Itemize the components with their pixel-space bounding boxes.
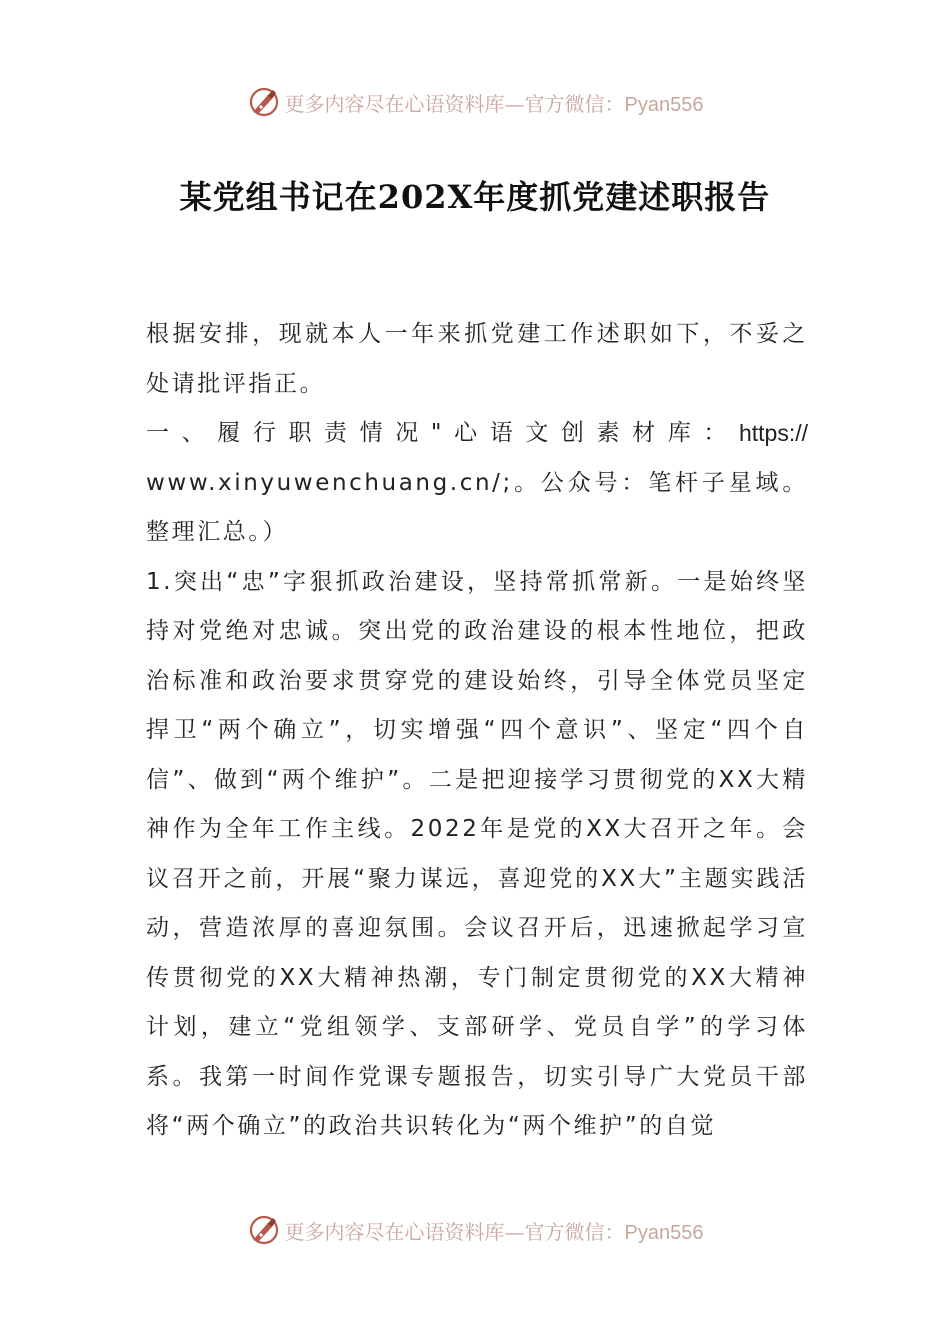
- heading-char: 语: [489, 420, 513, 446]
- footer-banner: [0, 1210, 950, 1250]
- heading-char: ": [430, 420, 442, 446]
- pen-nib-logo-icon: [247, 85, 281, 119]
- header-banner: [0, 82, 950, 122]
- heading-char: 职: [288, 420, 312, 446]
- heading-char: 创: [560, 420, 584, 446]
- section1-heading: [146, 409, 808, 459]
- heading-char: 一: [146, 420, 169, 446]
- document-body: [146, 310, 808, 1152]
- heading-char: 情: [359, 420, 383, 446]
- intro-paragraph: 根据安排，现就本人一年来抓党建工作述职如下，不妥之处请批评指正。: [146, 321, 808, 397]
- heading-char: 责: [324, 420, 348, 446]
- heading-char: 库: [667, 420, 691, 446]
- wechat-id: Pyan556: [624, 1221, 704, 1244]
- paragraph-1: 1.突出“忠”字狠抓政治建设，坚持常抓常新。一是始终坚持对党绝对忠诚。突出党的政治建设的根本性地位，把政治标准和政治要求贯穿党的建设始终，引导全体党员坚定捍卫“两个确立”，切实增强“四个意识”、坚定“四个自信”、做到“两个维护”。二是把迎接学习贯彻党的XX大精神作为全年工作主线。2022年是党的XX大召开之年。会议召开之前，开展“聚力谋远，喜迎党的XX大”主题实践活动，营造浓厚的喜迎氛围。会议召开后，迅速掀起学习宣传贯彻党的XX大精神热潮，专门制定贯彻党的XX大精神计划，建立“党组领学、支部研学、党员自学”的学习体系。我第一时间作党课专题报告，切实引导广大党员干部将“两个确立”的政治共识转化为“两个维护”的自觉: [146, 568, 808, 1139]
- heading-char: 况: [395, 420, 419, 446]
- heading-char: 行: [252, 420, 276, 446]
- heading-url-start: https://: [738, 420, 808, 446]
- heading-char: 心: [454, 420, 478, 446]
- wechat-id: Pyan556: [624, 93, 704, 116]
- page-title: 某党组书记在202X年度抓党建述职报告: [179, 178, 771, 216]
- heading-char: 材: [632, 420, 656, 446]
- heading-char: 、: [181, 420, 205, 446]
- heading-char: 履: [217, 420, 241, 446]
- heading-char: ：: [703, 420, 727, 446]
- heading-char: 素: [596, 420, 620, 446]
- pen-nib-logo-icon: [247, 1213, 281, 1247]
- heading-char: 文: [525, 420, 549, 446]
- banner-text: 更多内容尽在心语资料库—官方微信：Pyan556: [284, 1219, 704, 1244]
- banner-text: 更多内容尽在心语资料库—官方微信：Pyan556: [284, 91, 704, 116]
- section1-heading-rest: www.xinyuwenchuang.cn/;。公众号：笔杆子星域。整理汇总。）: [146, 469, 808, 545]
